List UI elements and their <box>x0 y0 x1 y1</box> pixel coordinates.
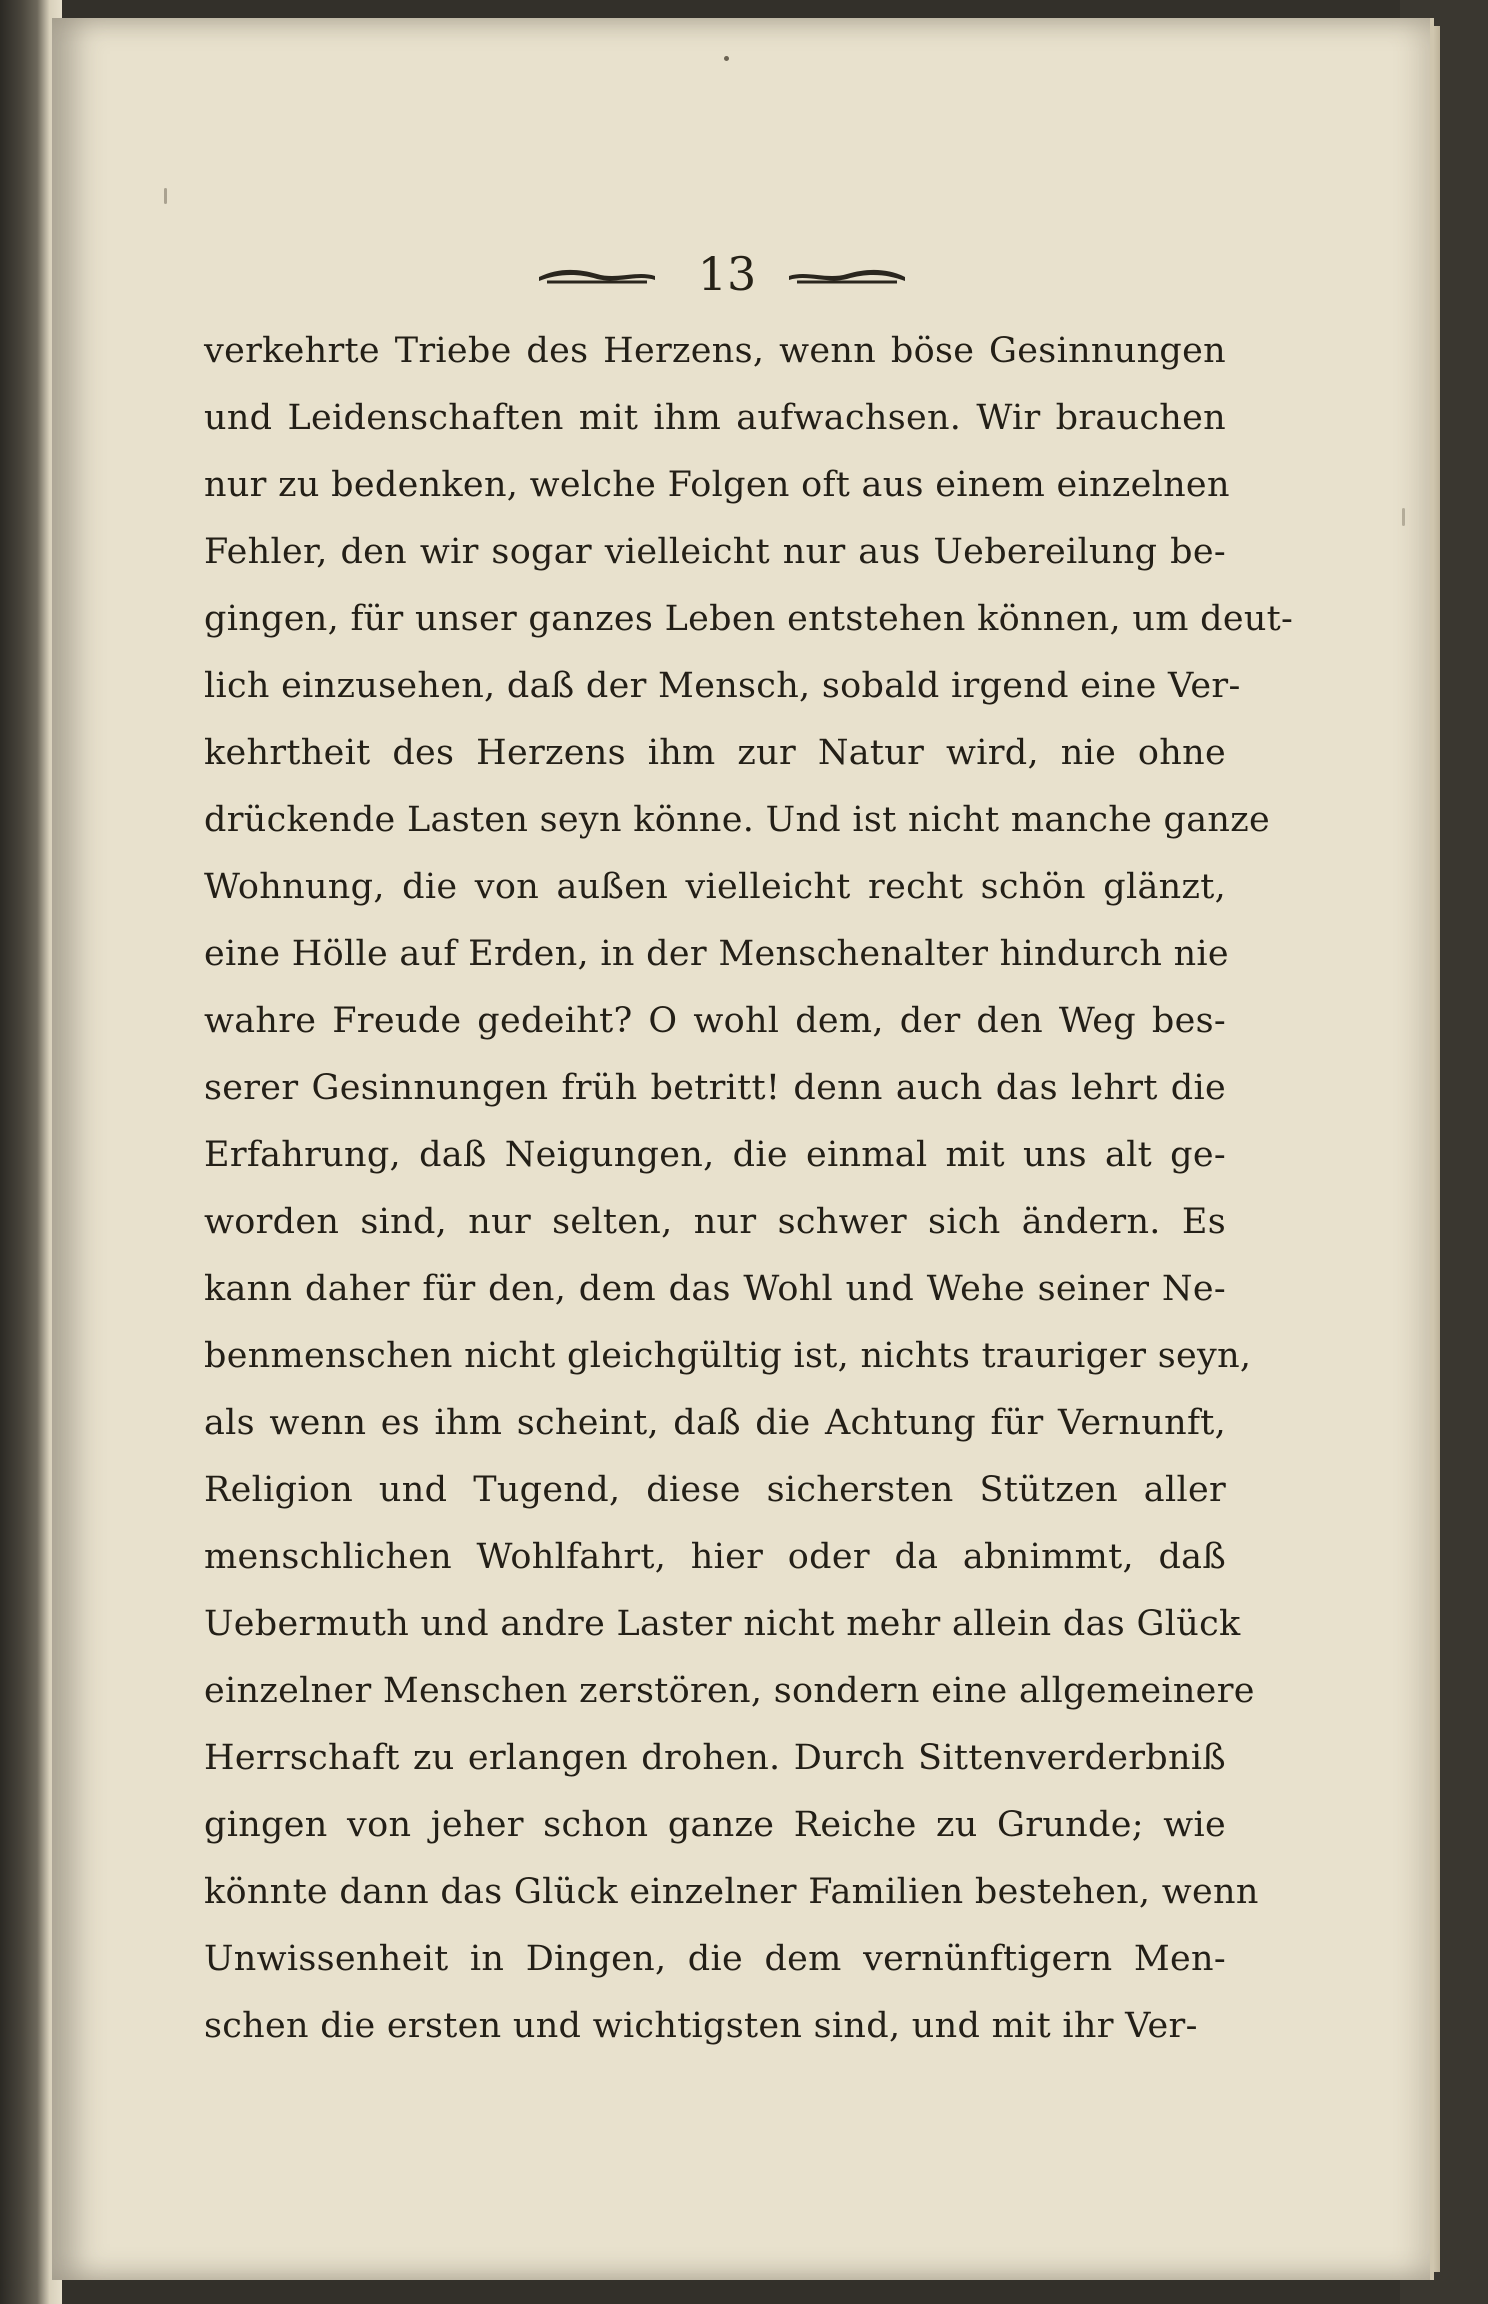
left-ornament-icon <box>537 266 657 288</box>
text-line: wahre Freude gedeiht? O wohl dem, der den Weg bes- <box>204 1001 1226 1041</box>
text-line: gingen von jeher schon ganze Reiche zu Grunde; wie <box>204 1805 1226 1845</box>
right-ornament-icon <box>787 266 907 288</box>
text-line: kann daher für den, dem das Wohl und Wehe seiner Ne- <box>204 1269 1226 1309</box>
text-line: Herrschaft zu erlangen drohen. Durch Sittenverderbniß <box>204 1738 1226 1778</box>
text-line: könnte dann das Glück einzelner Familien bestehen, wenn <box>204 1872 1259 1912</box>
text-line: und Leidenschaften mit ihm aufwachsen. Wir brauchen <box>204 398 1226 438</box>
text-line: serer Gesinnungen früh betritt! denn auch das lehrt die <box>204 1068 1226 1108</box>
text-line: einzelner Menschen zerstören, sondern eine allgemeinere <box>204 1671 1255 1711</box>
paper-speck <box>164 188 167 204</box>
text-line: kehrtheit des Herzens ihm zur Natur wird, nie ohne <box>204 733 1226 773</box>
paper-speck <box>724 56 729 61</box>
text-line: worden sind, nur selten, nur schwer sich ändern. Es <box>204 1202 1226 1242</box>
page-number: 13 <box>697 247 757 301</box>
page-header <box>52 244 1430 304</box>
text-line: benmenschen nicht gleichgültig ist, nichts trauriger seyn, <box>204 1336 1252 1376</box>
book-page <box>52 18 1434 2280</box>
text-line: eine Hölle auf Erden, in der Menschenalter hindurch nie <box>204 934 1229 974</box>
text-line: Religion und Tugend, diese sichersten Stützen aller <box>204 1470 1226 1510</box>
body-text <box>204 318 1294 2060</box>
text-line: Uebermuth und andre Laster nicht mehr allein das Glück <box>204 1604 1241 1644</box>
text-line: Fehler, den wir sogar vielleicht nur aus Uebereilung be- <box>204 532 1226 572</box>
paper-speck <box>1402 508 1405 526</box>
text-line: gingen, für unser ganzes Leben entstehen können, um deut- <box>204 599 1294 639</box>
text-line: menschlichen Wohlfahrt, hier oder da abnimmt, daß <box>204 1537 1226 1577</box>
text-line: verkehrte Triebe des Herzens, wenn böse Gesinnungen <box>204 331 1226 371</box>
text-line: drückende Lasten seyn könne. Und ist nicht manche ganze <box>204 800 1270 840</box>
text-line: nur zu bedenken, welche Folgen oft aus einem einzelnen <box>204 465 1230 505</box>
text-line: lich einzusehen, daß der Mensch, sobald irgend eine Ver- <box>204 666 1241 706</box>
text-line: Erfahrung, daß Neigungen, die einmal mit uns alt ge- <box>204 1135 1226 1175</box>
text-line: Unwissenheit in Dingen, die dem vernünftigern Men- <box>204 1939 1226 1979</box>
text-line: schen die ersten und wichtigsten sind, und mit ihr Ver- <box>204 2006 1198 2046</box>
text-line: Wohnung, die von außen vielleicht recht schön glänzt, <box>204 867 1226 907</box>
text-line: als wenn es ihm scheint, daß die Achtung für Vernunft, <box>204 1403 1226 1443</box>
